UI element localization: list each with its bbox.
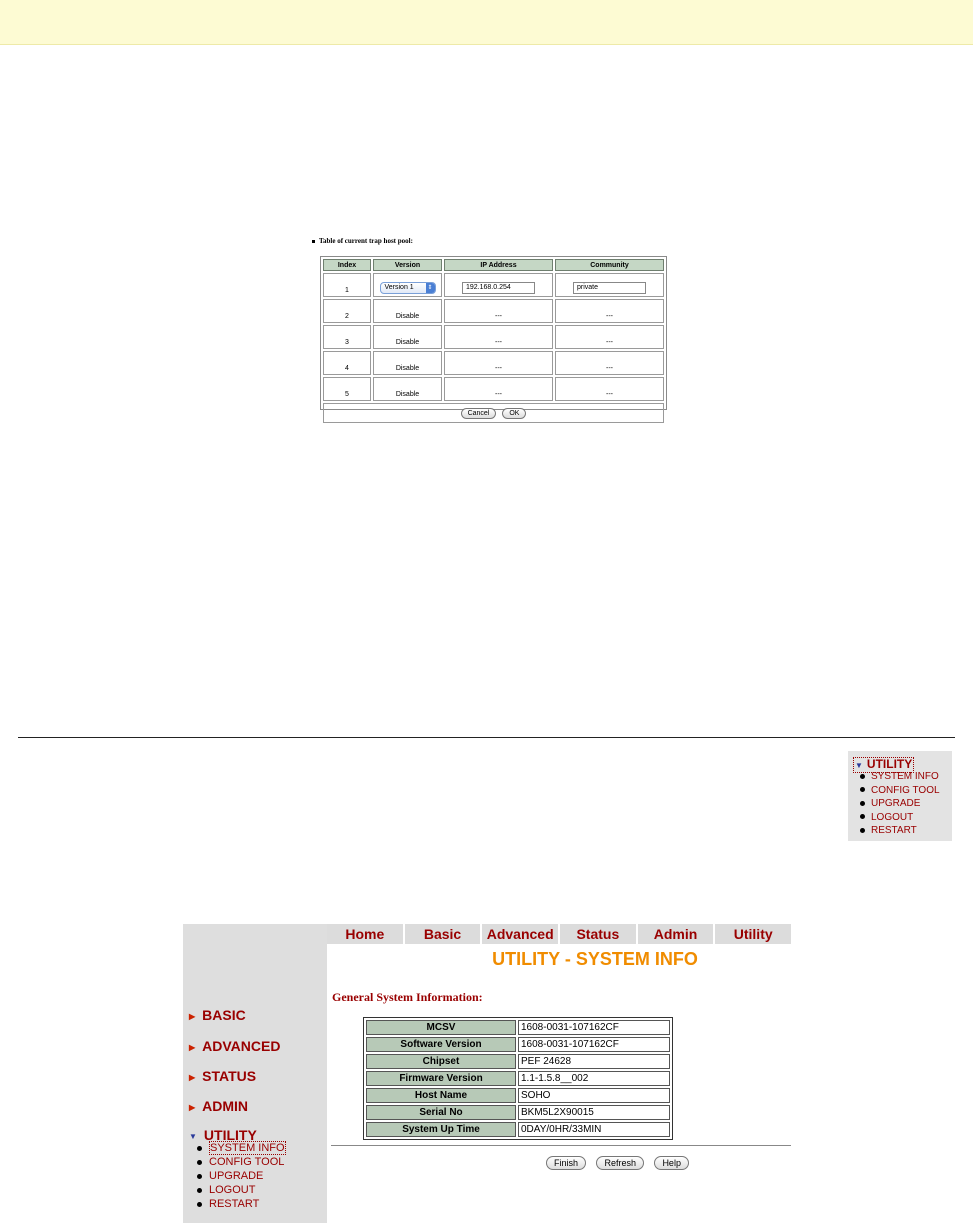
sidebar-item-label: ADMIN [202, 1098, 249, 1114]
table-row [366, 1122, 670, 1137]
row-ip: --- [444, 299, 553, 323]
menu-item-label: RESTART [871, 825, 917, 836]
version-select[interactable] [380, 282, 436, 294]
submenu-item-label: SYSTEM INFO [210, 1142, 285, 1154]
row-index: 1 [323, 273, 371, 297]
utility-menu-list [860, 770, 940, 838]
utility-submenu [197, 1141, 286, 1211]
select-arrows-icon: ⇕ [427, 285, 433, 291]
table-row [366, 1037, 670, 1052]
version-select-value: Version 1 [384, 284, 414, 291]
button-row [323, 403, 664, 423]
nav-tab-status[interactable]: Status [560, 924, 638, 944]
menu-item-restart[interactable] [860, 824, 940, 838]
row-label: MCSV [366, 1020, 516, 1035]
nav-tab-advanced[interactable]: Advanced [482, 924, 560, 944]
ip-address-input[interactable]: 192.168.0.254 [462, 282, 535, 294]
community-input[interactable]: private [573, 282, 646, 294]
row-ip: --- [444, 377, 553, 401]
menu-item-label: LOGOUT [871, 811, 914, 823]
bullet-icon [312, 240, 315, 243]
submenu-item-upgrade[interactable] [197, 1169, 286, 1183]
triangle-right-icon: ▶ [189, 1072, 196, 1082]
table-row [323, 299, 664, 323]
row-value: BKM5L2X90015 [518, 1105, 670, 1120]
row-index: 5 [323, 377, 371, 401]
row-version: Disable [373, 325, 442, 349]
header-band [0, 0, 973, 45]
row-label: Firmware Version [366, 1071, 516, 1086]
ok-button[interactable]: OK [502, 408, 526, 419]
table-row [366, 1054, 670, 1069]
triangle-right-icon: ▶ [189, 1042, 196, 1052]
submenu-item-restart[interactable] [197, 1197, 286, 1211]
bullet-icon [860, 828, 865, 833]
row-community: --- [555, 377, 664, 401]
menu-item-label: CONFIG TOOL [871, 784, 940, 796]
community-cell [555, 273, 664, 297]
utility-menu-title-text: UTILITY [866, 757, 913, 771]
row-index: 2 [323, 299, 371, 323]
row-community: --- [555, 351, 664, 375]
row-value: SOHO [518, 1088, 670, 1103]
nav-tab-utility[interactable]: Utility [715, 924, 793, 944]
bullet-icon [860, 787, 865, 792]
row-version: Disable [373, 377, 442, 401]
sidebar-item-label: BASIC [202, 1007, 246, 1023]
version-select-cell [373, 273, 442, 297]
submenu-item-label: RESTART [209, 1198, 260, 1210]
sidebar-item-label: STATUS [202, 1068, 257, 1084]
col-header-ip: IP Address [444, 259, 553, 271]
triangle-down-icon: ▼ [855, 761, 863, 770]
utility-menu-callout [848, 751, 952, 841]
sidebar [183, 924, 327, 1223]
system-info-table [363, 1017, 673, 1140]
divider-line [331, 1145, 791, 1146]
triangle-down-icon: ▼ [189, 1131, 197, 1141]
row-community: --- [555, 325, 664, 349]
trap-table-title [312, 237, 413, 245]
col-header-version: Version [373, 259, 442, 271]
submenu-item-label: LOGOUT [209, 1184, 256, 1196]
submenu-item-logout[interactable] [197, 1183, 286, 1197]
menu-item-system-info[interactable] [860, 770, 940, 784]
bullet-icon [197, 1188, 202, 1193]
action-buttons [543, 1153, 692, 1171]
trap-host-table [320, 256, 667, 417]
row-label: Serial No [366, 1105, 516, 1120]
system-info-screenshot [183, 924, 793, 1223]
section-divider [18, 737, 955, 738]
table-row [366, 1105, 670, 1120]
col-header-community: Community [555, 259, 664, 271]
row-label: Software Version [366, 1037, 516, 1052]
table-header-row [323, 259, 664, 271]
menu-item-label: SYSTEM INFO [871, 771, 939, 782]
table-row [323, 377, 664, 401]
sidebar-item-label: ADVANCED [202, 1038, 281, 1054]
help-button[interactable]: Help [654, 1156, 689, 1170]
submenu-item-label: UPGRADE [209, 1170, 264, 1182]
table-row [323, 325, 664, 349]
finish-button[interactable]: Finish [546, 1156, 586, 1170]
bullet-icon [197, 1160, 202, 1165]
nav-tab-admin[interactable]: Admin [638, 924, 716, 944]
submenu-item-config-tool[interactable] [197, 1155, 286, 1169]
row-value: 1.1-1.5.8__002 [518, 1071, 670, 1086]
row-value: 0DAY/0HR/33MIN [518, 1122, 670, 1137]
bullet-icon [197, 1202, 202, 1207]
sidebar-item-advanced[interactable] [189, 1038, 280, 1054]
submenu-item-label: CONFIG TOOL [209, 1156, 285, 1168]
triangle-right-icon: ▶ [189, 1102, 196, 1112]
cancel-button[interactable]: Cancel [461, 408, 497, 419]
row-version: Disable [373, 299, 442, 323]
row-version: Disable [373, 351, 442, 375]
bullet-icon [197, 1174, 202, 1179]
table-row [366, 1020, 670, 1035]
nav-tab-home[interactable]: Home [327, 924, 405, 944]
section-title: General System Information: [332, 990, 483, 1004]
sidebar-item-status[interactable] [189, 1068, 256, 1084]
bullet-icon [860, 801, 865, 806]
row-community: --- [555, 299, 664, 323]
triangle-right-icon: ▶ [189, 1011, 196, 1021]
page-title: UTILITY - SYSTEM INFO [492, 949, 698, 969]
refresh-button[interactable]: Refresh [596, 1156, 644, 1170]
col-header-index: Index [323, 259, 371, 271]
ip-cell [444, 273, 553, 297]
row-index: 4 [323, 351, 371, 375]
sidebar-item-label: UTILITY [203, 1127, 257, 1143]
menu-item-label: UPGRADE [871, 798, 921, 809]
menu-item-upgrade[interactable] [860, 797, 940, 811]
submenu-item-system-info[interactable] [197, 1141, 286, 1155]
nav-tab-basic[interactable]: Basic [405, 924, 483, 944]
row-ip: --- [444, 325, 553, 349]
table-row [366, 1071, 670, 1086]
trap-title-text: Table of current trap host pool: [319, 237, 413, 245]
row-value: PEF 24628 [518, 1054, 670, 1069]
menu-item-config-tool[interactable] [860, 784, 940, 798]
table-row [366, 1088, 670, 1103]
menu-item-logout[interactable] [860, 811, 940, 825]
table-row [323, 273, 664, 297]
bullet-icon [860, 814, 865, 819]
row-value: 1608-0031-107162CF [518, 1020, 670, 1035]
table-row [323, 351, 664, 375]
row-label: Host Name [366, 1088, 516, 1103]
row-ip: --- [444, 351, 553, 375]
top-nav [327, 924, 793, 944]
row-label: System Up Time [366, 1122, 516, 1137]
sidebar-item-basic[interactable] [189, 1007, 246, 1023]
sidebar-item-admin[interactable] [189, 1098, 248, 1114]
row-index: 3 [323, 325, 371, 349]
bullet-icon [860, 774, 865, 779]
row-label: Chipset [366, 1054, 516, 1069]
bullet-icon [197, 1146, 202, 1151]
row-value: 1608-0031-107162CF [518, 1037, 670, 1052]
button-row-cell [323, 403, 664, 423]
